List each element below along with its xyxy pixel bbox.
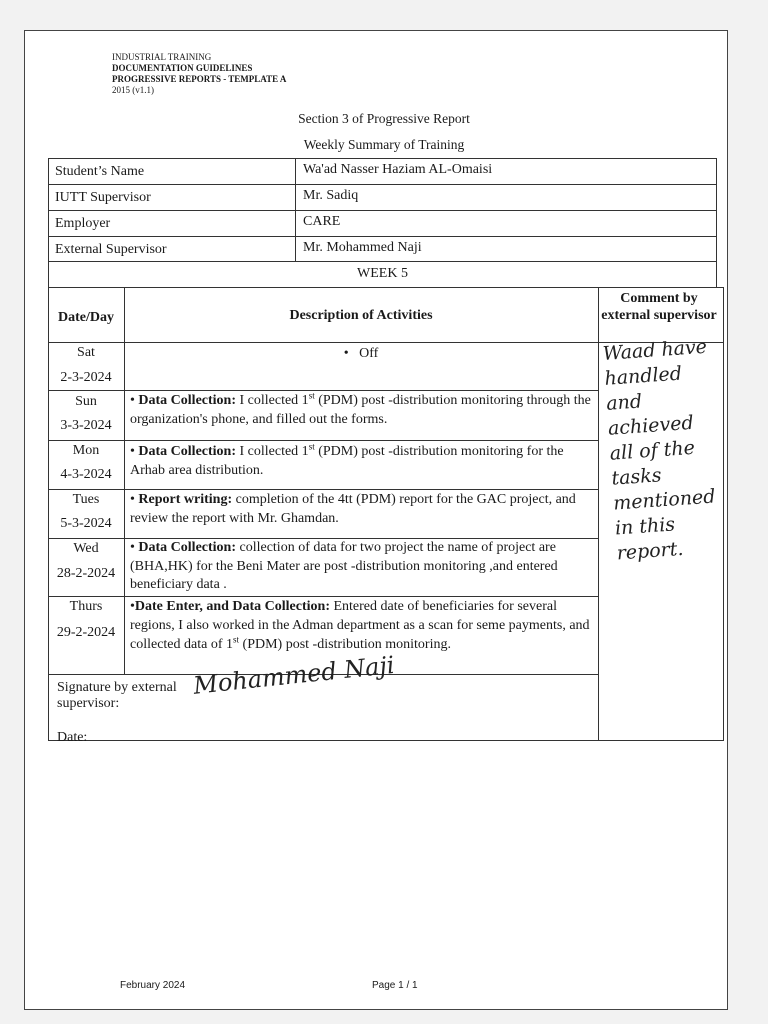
info-row-external-supervisor	[48, 236, 717, 262]
info-label: Employer	[55, 216, 111, 231]
handwritten-comment: Waad have handled and achieved all of the tasks mentioned in this report.	[602, 335, 717, 565]
row-day: Thurs	[69, 599, 103, 614]
row-date: 3-3-2024	[60, 418, 112, 433]
info-value: CARE	[303, 214, 341, 229]
row-date: 28-2-2024	[56, 566, 116, 581]
page-subtitle: Weekly Summary of Training	[303, 137, 465, 152]
header-line-4: 2015 (v1.1)	[112, 85, 154, 95]
info-row-iutt-supervisor	[48, 184, 717, 210]
row-date: 29-2-2024	[56, 625, 116, 640]
info-row-student	[48, 158, 717, 184]
info-label: Student’s Name	[55, 164, 145, 179]
info-row-employer	[48, 210, 717, 236]
row-description: • Data Collection: collection of data for two project the name of project are (BHA,HK) for the Beni Mater are post -distribution monitoring ,and entered beneficiary data .	[130, 540, 558, 592]
date-label: Date:	[57, 730, 88, 745]
row-day: Mon	[72, 443, 100, 458]
column-header-date-day: Date/Day	[58, 310, 114, 325]
row-date: 4-3-2024	[60, 467, 112, 482]
signature: Mohammed Naji	[192, 650, 396, 700]
info-value: Mr. Mohammed Naji	[303, 240, 422, 255]
header-line-3: PROGRESSIVE REPORTS - TEMPLATE A	[112, 74, 287, 84]
row-day: Sat	[77, 345, 95, 360]
header-line-1: INDUSTRIAL TRAINING	[112, 52, 212, 62]
row-day: Sun	[75, 394, 97, 409]
header-line-2: DOCUMENTATION GUIDELINES	[112, 63, 253, 73]
row-description: • Off	[343, 346, 379, 361]
footer-page-number: Page 1 / 1	[372, 980, 418, 991]
column-header-description: Description of Activities	[289, 308, 433, 323]
signature-label: Signature by external supervisor:	[57, 680, 177, 711]
info-label: IUTT Supervisor	[55, 190, 151, 205]
info-value: Wa'ad Nasser Haziam AL-Omaisi	[303, 162, 493, 177]
row-description: •Date Enter, and Data Collection: Entered date of beneficiaries for several regions, I also worked in the Adman department as a scan for seme payments, and collected data of 1st (PDM) post -distribution monitoring.	[130, 599, 590, 652]
page-title: Section 3 of Progressive Report	[298, 111, 470, 126]
row-day: Wed	[73, 541, 99, 556]
info-label: External Supervisor	[55, 242, 167, 257]
row-description: • Report writing: completion of the 4tt (PDM) report for the GAC project, and review the report with Mr. Ghamdan.	[130, 492, 576, 526]
column-header-comment: Comment by external supervisor	[601, 291, 717, 323]
row-date: 2-3-2024	[60, 370, 112, 385]
row-description: • Data Collection: I collected 1st (PDM) post -distribution monitoring through the organization's phone, and filled out the forms.	[130, 390, 591, 427]
footer-date: February 2024	[120, 980, 186, 991]
info-value: Mr. Sadiq	[303, 188, 359, 203]
row-date: 5-3-2024	[60, 516, 112, 531]
row-day: Tues	[72, 492, 100, 507]
document-header	[112, 52, 286, 96]
week-label: WEEK 5	[48, 261, 717, 288]
row-description: • Data Collection: I collected 1st (PDM) post -distribution monitoring for the Arhab area distribution.	[130, 441, 564, 478]
